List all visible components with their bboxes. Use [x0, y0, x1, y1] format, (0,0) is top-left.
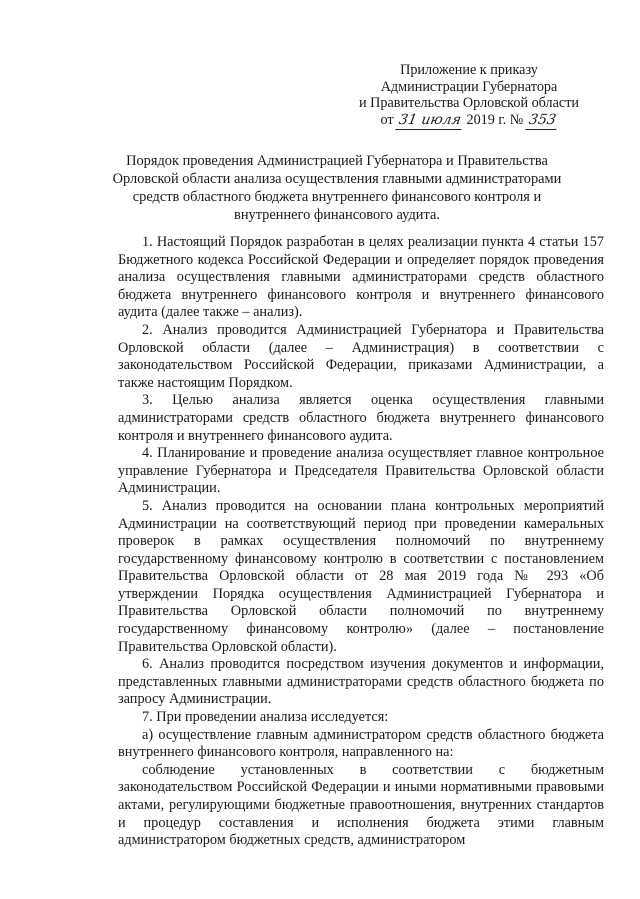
- paragraph-2: 2. Анализ проводится Администрацией Губернатора и Правительства Орловской области (далее – Администрация) в соответствии с законодательством Российской Федерации, приказами Администрации, а также настоящим Порядком.: [118, 321, 604, 391]
- handwritten-number: 353: [525, 112, 559, 130]
- appendix-date-line: [330, 112, 608, 130]
- paragraph-4: 4. Планирование и проведение анализа осуществляет главное контрольное управление Губернатора и Председателя Правительства Орловской области Администрации.: [118, 445, 604, 497]
- paragraph-7a: а) осуществление главным администратором средств областного бюджета внутреннего финансового контроля, направленного на:: [118, 726, 604, 761]
- document-body: [118, 234, 604, 850]
- paragraph-7a-item: соблюдение установленных в соответствии с бюджетным законодательством Российской Федерации и иными нормативными правовыми актами, регулирующими бюджетные правоотношения, внутренних стандартов и процедур составления и исполнения бюджета этими главным администратором бюджетных средств, администратором: [118, 761, 604, 849]
- paragraph-1: 1. Настоящий Порядок разработан в целях реализации пункта 4 статьи 157 Бюджетного кодекса Российской Федерации и определяет порядок проведения анализа осуществления главными администраторами средств областного бюджета внутреннего финансового контроля и внутреннего финансового аудита (далее также – анализ).: [118, 234, 604, 321]
- paragraph-5: 5. Анализ проводится на основании плана контрольных мероприятий Администрации на соответствующий период при проведении камеральных проверок в рамках осуществления полномочий по внутреннему государственному финансовому контролю в соответствии с постановлением Правительства Орловской области от 28 мая 2019 года № 293 «Об утверждении Порядка осуществления Администрацией Губернатора и Правительства Орловской области полномочий по внутреннему государственному финансовому контролю» (далее – постановление Правительства Орловской области).: [118, 497, 604, 655]
- paragraph-3: 3. Целью анализа является оценка осуществления главными администраторами средств областного бюджета внутреннего финансового контроля и внутреннего финансового аудита.: [118, 392, 604, 444]
- handwritten-date: 31 июля: [396, 112, 465, 130]
- appendix-line-1: Приложение к приказу: [400, 62, 538, 78]
- appendix-header: [330, 62, 608, 129]
- paragraph-6: 6. Анализ проводится посредством изучения документов и информации, представленных главными администраторами средств областного бюджета по запросу Администрации.: [118, 656, 604, 708]
- appendix-line-2: Администрации Губернатора: [380, 78, 558, 95]
- paragraph-7: 7. При проведении анализа исследуется:: [142, 709, 389, 726]
- appendix-line-3: и Правительства Орловской области: [358, 95, 580, 111]
- date-prefix: от: [380, 111, 394, 128]
- document-title: Порядок проведения Администрацией Губернатора и Правительства Орловской области анализа осуществления главными администраторами средств областного бюджета внутреннего финансового контроля и внутреннего финансового аудита.: [112, 153, 562, 223]
- year-text: 2019 г. №: [466, 111, 524, 128]
